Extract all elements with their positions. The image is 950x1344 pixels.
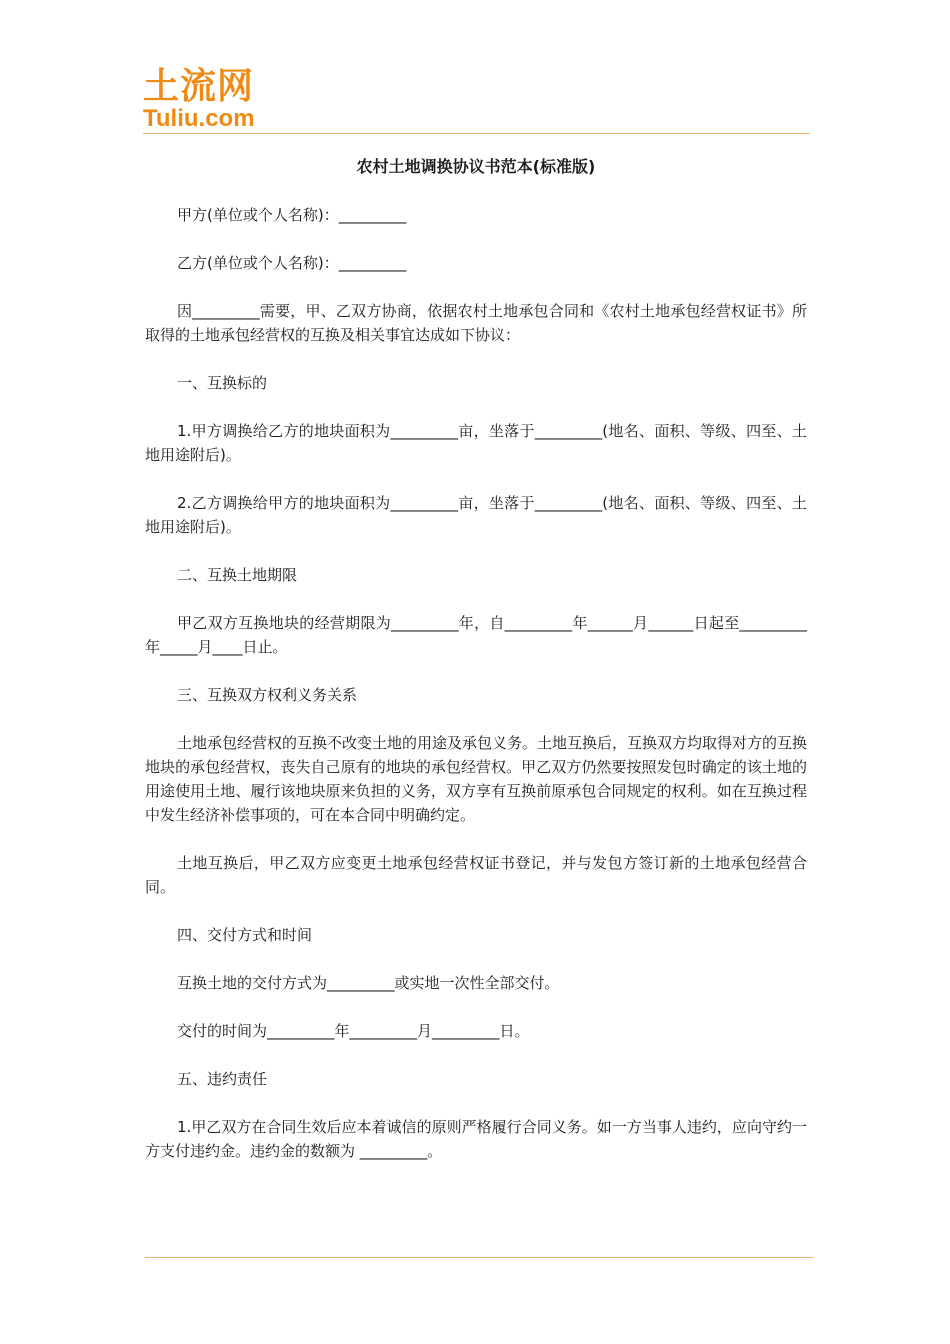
document-body	[145, 150, 807, 1163]
preamble-paragraph: 因_________需要，甲、乙双方协商，依据农村土地承包合同和《农村土地承包经营权证书》所取得的土地承包经营权的互换及相关事宜达成如下协议：	[145, 302, 807, 344]
section-heading-3: 三、互换双方权利义务关系	[177, 686, 358, 704]
footer-divider	[145, 1257, 814, 1258]
logo-english-text: Tuliu.com	[143, 105, 255, 132]
party-b-line: 乙方(单位或个人名称)：_________	[177, 254, 407, 272]
tuliu-logo	[143, 66, 303, 136]
section-heading-2: 二、互换土地期限	[177, 566, 298, 584]
section-heading-1: 一、互换标的	[177, 374, 268, 392]
delivery-method-paragraph: 互换土地的交付方式为_________或实地一次性全部交付。	[177, 974, 560, 992]
delivery-time-paragraph: 交付的时间为_________年_________月_________日。	[177, 1022, 530, 1040]
section-heading-4: 四、交付方式和时间	[177, 926, 313, 944]
party-a-line: 甲方(单位或个人名称)：_________	[177, 206, 407, 224]
rights-paragraph: 土地承包经营权的互换不改变土地的用途及承包义务。土地互换后，互换双方均取得对方的互换地块的承包经营权，丧失自己原有的地块的承包经营权。甲乙双方仍然要按照发包时确定的该土地的用途使用土地、履行该地块原来负担的义务，双方享有互换前原承包合同规定的权利。如在互换过程中发生经济补偿事项的，可在本合同中明确约定。	[145, 734, 808, 824]
document-title: 农村土地调换协议书范本(标准版)	[356, 157, 596, 176]
clause-1-2: 2.乙方调换给甲方的地块面积为_________亩，坐落于_________(地名、面积、等级、四至、土地用途附后)。	[145, 494, 807, 536]
term-paragraph: 甲乙双方互换地块的经营期限为_________年，自_________年______月______日起至_________年_____月____日止。	[145, 614, 807, 656]
registration-paragraph: 土地互换后，甲乙双方应变更土地承包经营权证书登记，并与发包方签订新的土地承包经营合同。	[145, 854, 807, 896]
section-heading-5: 五、违约责任	[177, 1070, 268, 1088]
clause-1-1: 1.甲方调换给乙方的地块面积为_________亩，坐落于_________(地名、面积、等级、四至、土地用途附后)。	[145, 422, 807, 464]
clause-5-1: 1.甲乙双方在合同生效后应本着诚信的原则严格履行合同义务。如一方当事人违约，应向守约一方支付违约金。违约金的数额为 _________。	[145, 1118, 807, 1160]
header-divider	[143, 133, 810, 134]
logo-chinese-text: 土流网	[143, 66, 255, 107]
